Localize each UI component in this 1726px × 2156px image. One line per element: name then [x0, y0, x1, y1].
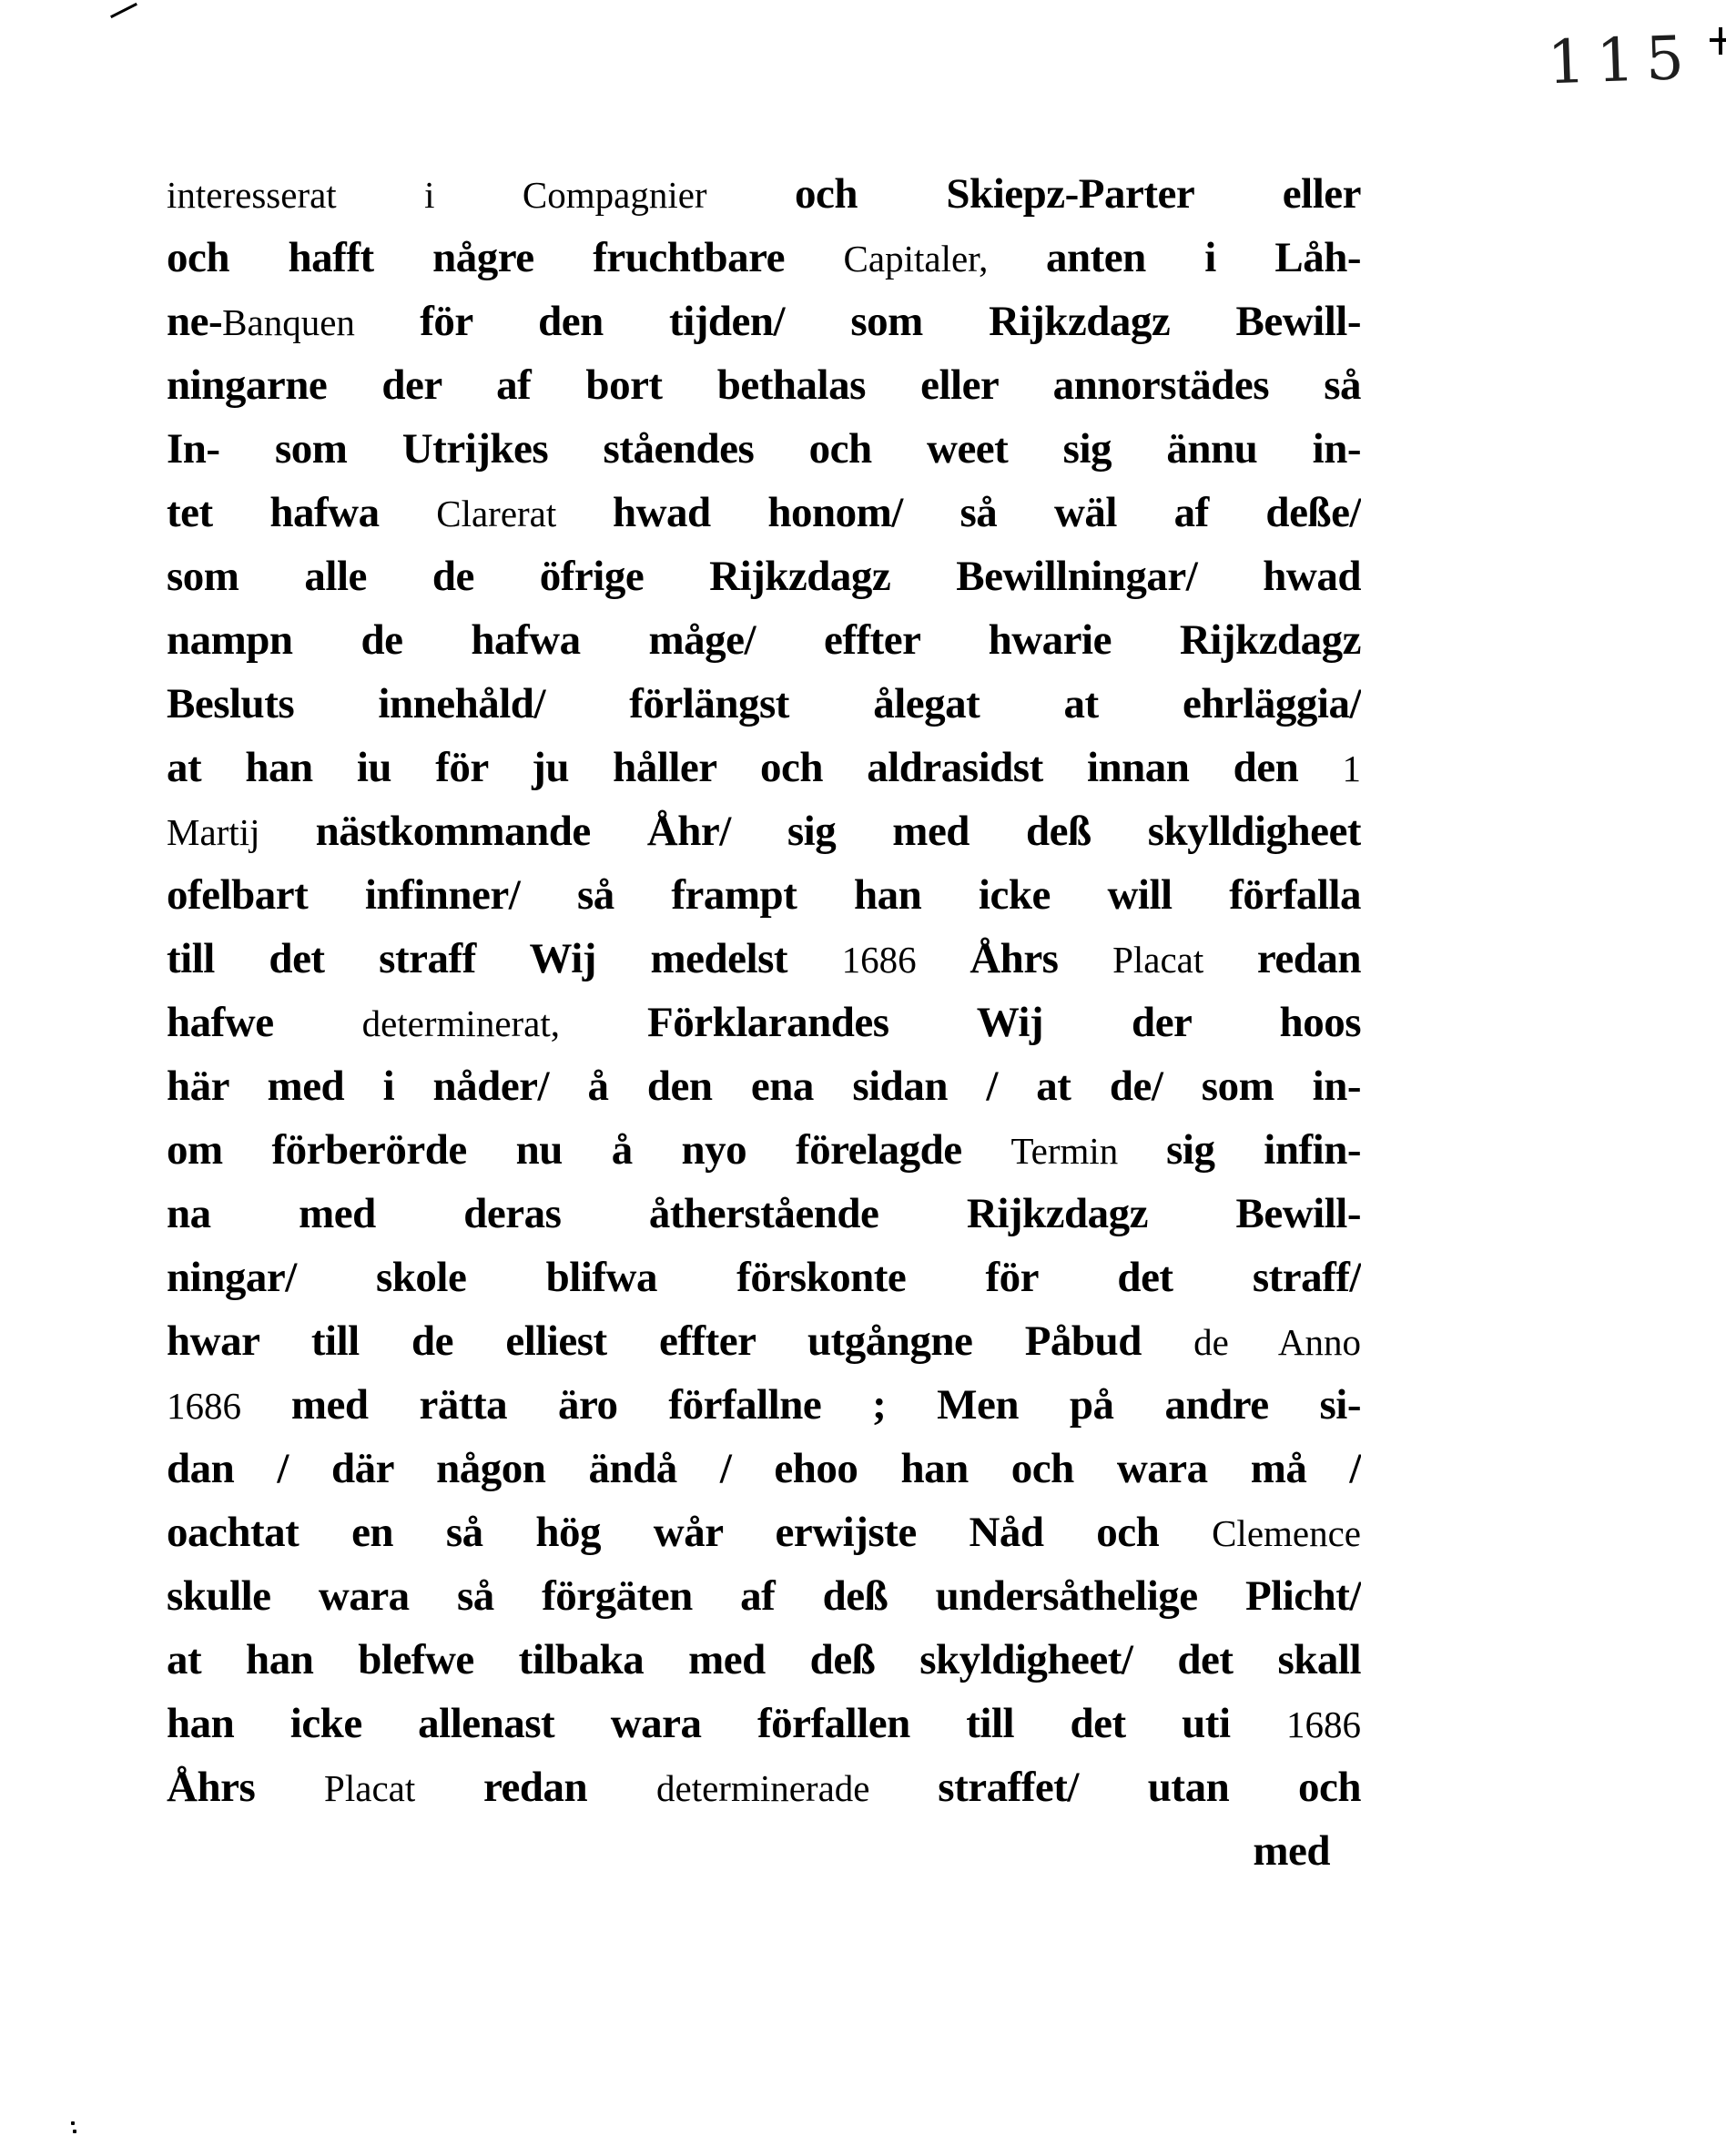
text-segment-fraktur: han icke allenast wara förfallen till det uti	[167, 1700, 1286, 1747]
text-segment-fraktur: ningarne der af bort bethalas eller annorstädes så	[167, 361, 1361, 409]
text-segment-antiqua: Banquen	[222, 301, 421, 343]
text-line	[167, 1373, 1361, 1437]
text-segment-fraktur: nampn de hafwa måge/ effter hwarie Rijkzdagz	[167, 616, 1361, 664]
handwritten-page-number: 115	[1546, 22, 1697, 98]
text-segment-fraktur: skulle wara så förgäten af deß undersåthelige Plicht/	[167, 1572, 1361, 1620]
scan-edge-mark	[1719, 27, 1722, 55]
text-segment-fraktur: hafwe	[167, 999, 362, 1046]
text-segment-fraktur: här med i nåder/ å den ena sidan / at de/ som in-	[167, 1063, 1361, 1110]
text-segment-antiqua: 1686	[167, 1385, 291, 1427]
text-line	[167, 1755, 1361, 1819]
text-segment-fraktur: In- som Utrijkes ståendes och weet sig ännu in-	[167, 425, 1361, 473]
text-segment-antiqua: de Anno	[1193, 1321, 1361, 1363]
text-segment-antiqua: Clarerat	[436, 493, 613, 534]
text-line	[167, 544, 1361, 608]
text-line	[167, 1309, 1361, 1373]
text-segment-fraktur: hwad honom/ så wäl af deße/	[612, 489, 1361, 536]
text-segment-antiqua: Placat	[1112, 939, 1257, 981]
scan-edge-mark	[1710, 38, 1726, 42]
text-line	[167, 1118, 1361, 1182]
text-segment-fraktur: straffet/ utan och	[938, 1764, 1361, 1811]
text-line	[167, 290, 1361, 353]
text-line	[167, 608, 1361, 672]
text-segment-fraktur: nästkommande Åhr/ sig med deß skylldigheet	[315, 808, 1361, 855]
ink-speck	[71, 2121, 75, 2125]
text-segment-fraktur: anten i Låh-	[1045, 234, 1361, 281]
text-segment-fraktur: om förberörde nu å nyo förelagde	[167, 1126, 1011, 1174]
text-segment-fraktur: med rätta äro förfallne ; Men på andre si-	[290, 1381, 1361, 1429]
text-line	[167, 481, 1361, 544]
text-line	[167, 799, 1361, 863]
text-line	[167, 1692, 1361, 1755]
text-segment-fraktur: dan / där någon ändå / ehoo han och wara må /	[167, 1445, 1361, 1492]
text-segment-fraktur: som alle de öfrige Rijkzdagz Bewillningar/ hwad	[167, 553, 1361, 600]
text-segment-antiqua: 1686	[1286, 1703, 1361, 1745]
text-segment-antiqua: determinerade	[656, 1767, 939, 1809]
text-segment-fraktur: ne-	[167, 298, 223, 345]
text-line	[167, 226, 1361, 290]
text-line	[167, 1182, 1361, 1246]
text-segment-antiqua: Capitaler,	[843, 238, 1046, 280]
text-segment-fraktur: ningar/ skole blifwa förskonte för det straff/	[167, 1254, 1361, 1301]
text-segment-fraktur: sig infin-	[1166, 1126, 1361, 1174]
text-line	[167, 736, 1361, 799]
text-segment-antiqua: 1	[1342, 747, 1361, 789]
text-segment-antiqua: Martij	[167, 811, 316, 853]
text-line	[167, 1564, 1361, 1628]
text-segment-fraktur: med	[1253, 1827, 1330, 1875]
text-segment-fraktur: Åhrs	[167, 1764, 325, 1811]
text-segment-fraktur: för den tijden/ som Rijkzdagz Bewill-	[420, 298, 1361, 345]
text-segment-fraktur: oachtat en så hög wår erwijste Nåd och	[167, 1509, 1213, 1556]
text-line	[167, 417, 1361, 481]
text-segment-fraktur: till det straff Wij medelst	[167, 935, 842, 982]
text-segment-antiqua: Placat	[324, 1767, 484, 1809]
text-segment-fraktur: och hafft någre fruchtbare	[167, 234, 844, 281]
text-segment-fraktur: Åhrs	[970, 935, 1113, 982]
text-segment-antiqua: Termin	[1010, 1130, 1167, 1172]
text-line	[167, 353, 1361, 417]
text-segment-antiqua: determinerat,	[361, 1002, 647, 1044]
text-segment-fraktur: tet hafwa	[167, 489, 437, 536]
text-segment-fraktur: redan	[1256, 935, 1361, 982]
text-line	[167, 1500, 1361, 1564]
text-segment-fraktur: Förklarandes Wij der hoos	[647, 999, 1361, 1046]
text-segment-fraktur: at han iu för ju håller och aldrasidst innan den	[167, 744, 1343, 791]
text-line	[167, 863, 1361, 927]
text-line	[167, 1246, 1361, 1309]
text-line	[167, 927, 1361, 991]
text-segment-antiqua: Clemence	[1212, 1512, 1361, 1554]
text-line	[167, 1437, 1361, 1500]
text-line	[167, 672, 1361, 736]
text-segment-fraktur: at han blefwe tilbaka med deß skyldigheet/ det skall	[167, 1636, 1361, 1683]
text-segment-fraktur: och Skiepz-Parter eller	[795, 170, 1361, 218]
text-line	[167, 1628, 1361, 1692]
text-segment-fraktur: Besluts innehåld/ förlängst ålegat at ehrläggia/	[167, 680, 1361, 727]
text-segment-fraktur: hwar till de elliest effter utgångne Påbud	[167, 1317, 1194, 1365]
text-line	[167, 162, 1361, 226]
body-text-block	[167, 162, 1361, 1883]
text-segment-antiqua: interesserat i Compagnier	[167, 174, 795, 216]
catchword	[167, 1819, 1361, 1883]
text-line	[167, 991, 1361, 1054]
text-segment-fraktur: na med deras åtherstående Rijkzdagz Bewill-	[167, 1190, 1361, 1237]
text-segment-antiqua: 1686	[841, 939, 970, 981]
ink-speck	[73, 2130, 76, 2133]
text-segment-fraktur: ofelbart infinner/ så frampt han icke will förfalla	[167, 871, 1361, 919]
text-line	[167, 1054, 1361, 1118]
stray-ink-slash-mark	[110, 3, 137, 18]
text-segment-fraktur: redan	[483, 1764, 657, 1811]
